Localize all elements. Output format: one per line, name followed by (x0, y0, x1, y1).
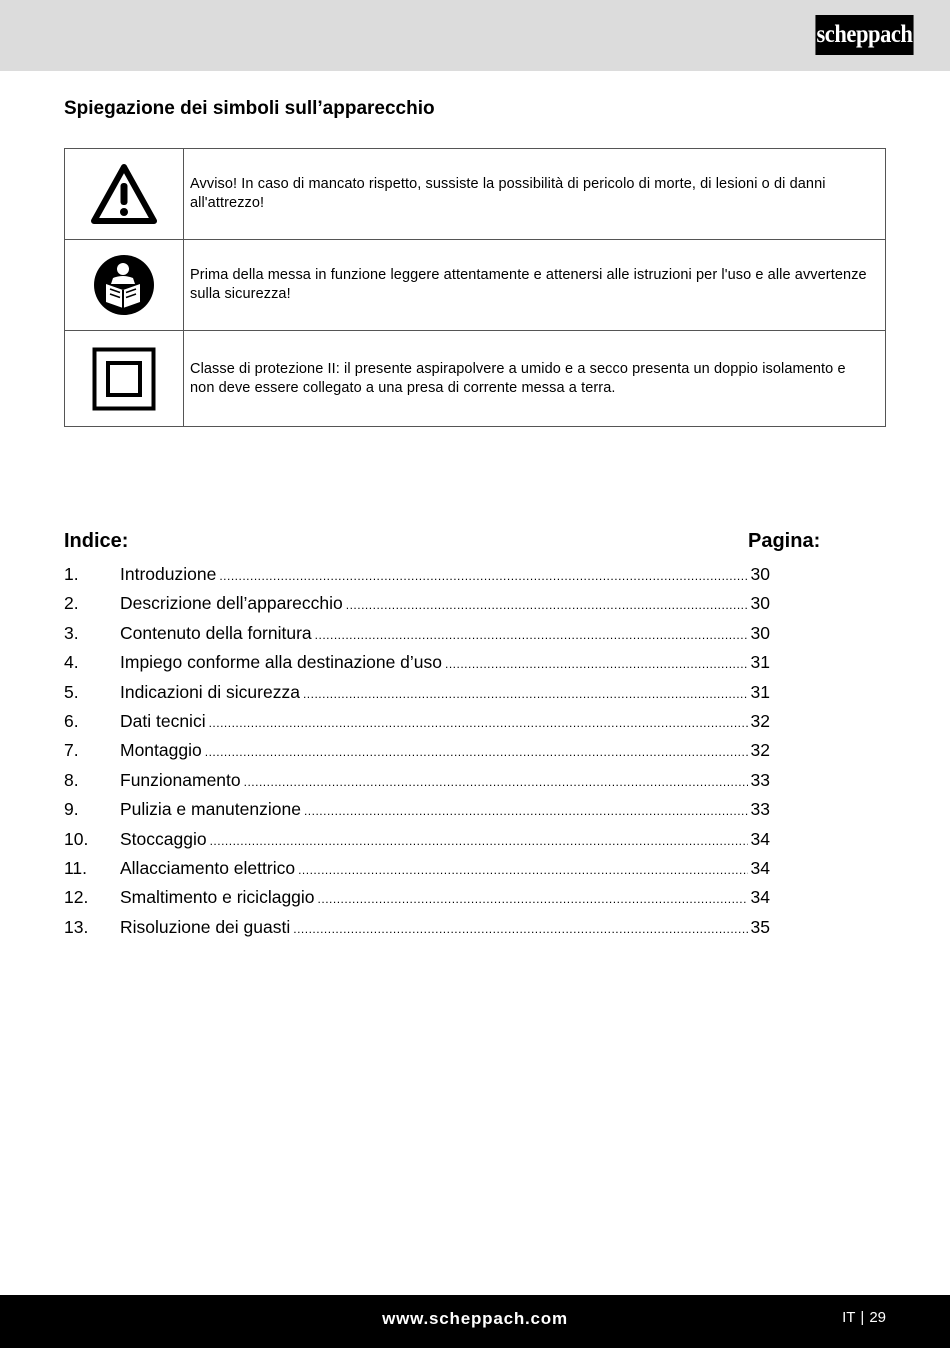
toc-leader (210, 827, 748, 856)
toc-leader (315, 621, 748, 650)
toc-leader (209, 709, 748, 738)
symbol-description: Prima della messa in funzione leggere attentamente e attenersi alle istruzioni per l'uso e alle avvertenze sulla sicurezza! (184, 240, 886, 331)
toc-title: Dati tecnici (120, 710, 206, 731)
toc-title: Introduzione (120, 564, 217, 584)
toc-item[interactable] (64, 854, 770, 883)
table-of-contents (64, 560, 770, 942)
symbol-row (65, 240, 886, 331)
toc-page: 33 (750, 799, 770, 820)
toc-title: Funzionamento (120, 769, 241, 790)
page-column-heading: Pagina: (748, 530, 821, 552)
toc-number: 3. (64, 622, 79, 643)
toc-number: 13. (64, 916, 89, 937)
toc-item[interactable] (64, 619, 770, 648)
toc-number: 6. (64, 710, 79, 731)
toc-page: 33 (750, 769, 770, 790)
toc-number: 4. (64, 652, 79, 673)
toc-title: Contenuto della fornitura (120, 622, 312, 643)
symbol-description: Avviso! In caso di mancato rispetto, sussiste la possibilità di pericolo di morte, di lesioni o di danni all'attrezzo! (184, 149, 886, 240)
toc-title: Smaltimento e riciclaggio (120, 887, 315, 908)
footer-bar (0, 1295, 950, 1348)
read-manual-icon (93, 254, 155, 316)
toc-item[interactable] (64, 560, 770, 589)
toc-item[interactable] (64, 589, 770, 618)
toc-page: 35 (750, 916, 770, 937)
toc-page: 32 (750, 710, 770, 731)
toc-title: Risoluzione dei guasti (120, 916, 291, 937)
toc-item[interactable] (64, 883, 770, 912)
toc-title: Indicazioni di sicurezza (120, 681, 300, 702)
toc-page: 31 (750, 652, 770, 673)
toc-page: 34 (750, 828, 770, 849)
language-code: IT (842, 1309, 856, 1326)
toc-page: 30 (750, 593, 770, 614)
toc-item[interactable] (64, 736, 770, 765)
toc-item[interactable] (64, 913, 770, 942)
toc-item[interactable] (64, 766, 770, 795)
header-band (0, 0, 950, 71)
toc-leader (219, 562, 747, 591)
protection-class-2-icon (92, 347, 156, 411)
toc-number: 11. (64, 857, 88, 878)
toc-leader (293, 915, 747, 944)
scheppach-logo: scheppach (815, 15, 913, 55)
toc-page: 34 (750, 887, 770, 908)
toc-page: 30 (750, 564, 770, 584)
website-link[interactable]: www.scheppach.com (382, 1309, 568, 1328)
symbol-row (65, 149, 886, 240)
toc-item[interactable] (64, 795, 770, 824)
toc-number: 12. (64, 887, 89, 908)
toc-leader (304, 797, 748, 826)
toc-leader (346, 591, 748, 620)
toc-number: 7. (64, 740, 79, 761)
symbol-icon-cell (65, 240, 184, 331)
page-number: 29 (869, 1309, 886, 1326)
toc-number: 1. (64, 564, 79, 584)
symbol-icon-cell (65, 331, 184, 427)
toc-title: Montaggio (120, 740, 202, 761)
toc-leader (318, 885, 748, 914)
toc-number: 2. (64, 593, 79, 614)
toc-title: Impiego conforme alla destinazione d’uso (120, 652, 442, 673)
index-heading: Indice: (64, 530, 129, 552)
toc-page: 30 (750, 622, 770, 643)
toc-page: 32 (750, 740, 770, 761)
symbols-table (64, 148, 886, 427)
toc-number: 8. (64, 769, 79, 790)
toc-page: 34 (750, 857, 770, 878)
toc-leader (298, 856, 747, 885)
toc-number: 9. (64, 799, 79, 820)
toc-item[interactable] (64, 825, 770, 854)
section-title: Spiegazione dei simboli sull’apparecchio (64, 98, 435, 119)
toc-leader (445, 650, 748, 679)
toc-title: Allacciamento elettrico (120, 857, 296, 878)
toc-leader (303, 680, 748, 709)
toc-number: 10. (64, 828, 89, 849)
index-header (64, 530, 824, 556)
toc-title: Descrizione dell’apparecchio (120, 593, 343, 614)
toc-number: 5. (64, 681, 79, 702)
toc-title: Pulizia e manutenzione (120, 799, 301, 820)
toc-leader (244, 768, 748, 797)
toc-title: Stoccaggio (120, 828, 207, 849)
page-separator: | (860, 1309, 865, 1326)
toc-item[interactable] (64, 707, 770, 736)
toc-item[interactable] (64, 648, 770, 677)
toc-item[interactable] (64, 678, 770, 707)
symbol-description: Classe di protezione II: il presente aspirapolvere a umido e a secco presenta un doppio isolamento e non deve essere collegato a una presa di corrente messa a terra. (184, 331, 886, 427)
toc-page: 31 (750, 681, 770, 702)
symbol-icon-cell (65, 149, 184, 240)
warning-triangle-icon (90, 163, 158, 225)
toc-leader (205, 738, 748, 767)
page-indicator (842, 1309, 886, 1326)
symbol-row (65, 331, 886, 427)
